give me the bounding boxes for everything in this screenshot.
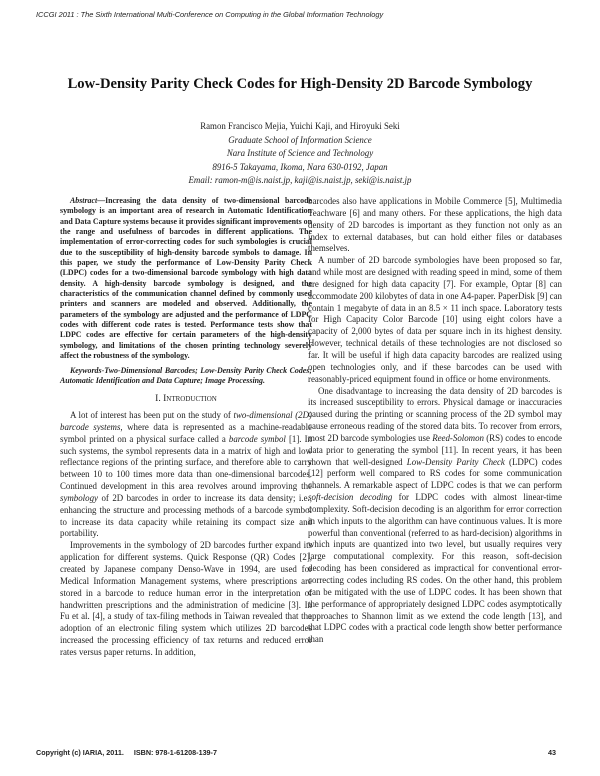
keywords-text: Two-Dimensional Barcodes; Low-Density Parity Check Codes; Automatic Identification and Data Capture; Image Processing. [60,365,312,385]
author-names: Ramon Francisco Mejia, Yuichi Kaji, and Hiroyuki Seki [200,121,400,131]
author-block [0,120,600,188]
emphasis: two-dimensional (2D) barcode systems [60,410,312,432]
text-run: , where data is represented as a machine-readable symbol printed on a physical surface called a [60,421,312,444]
keywords [60,366,312,387]
paragraph [308,386,562,647]
paragraph: A number of 2D barcode symbologies have been proposed so far, and while most are designed with reading speed in mind, some of them are designed for high data capacity [7]. For example, Optar [8] can accommodate 200 kilobytes of data in one A4-paper. PaperDisk [9] can contain 1 megabyte of data in an 8.5 × 11 inch space. Laboratory tests for High Capacity Color Barcode [10] using eight colors have a capacity of 2,000 bytes of data per square inch in its highest density. However, technical details of these technologies are not disclosed so far. It will be useful if high data capacity barcodes are realized using open technologies only, and if these barcodes can be used with reasonably-priced equipment found in office or home environments. [308,255,562,384]
abstract-lead: Abstract [70,196,98,205]
paragraph: Improvements in the symbology of 2D barcodes further expand its application for different systems. Quick Response (QR) Codes [2], created by Japanese company Denso-Wave in 1994, are used for Medical Information Management systems, where prescriptions are stored in a barcode to reduce human error in the interpretation of handwritten prescriptions and the administration of medicine [3]. In Fu et al. [4], a study of tax-filing methods in Taiwan revealed that the adoption of an electronic filing system which utilizes 2D barcodes increased the processing efficiency of tax returns and reduced error rates versus paper returns. In addition, [60,540,312,657]
abstract-text: —Increasing the data density of two-dimensional barcode symbology is an important area of research in Automatic Identification and Data Capture systems because it provides significant improvements on the range and usefulness of barcodes in different applications. The implementation of error-correcting codes for such symbologies is crucial due to the susceptibility of high-density barcode symbols to damage. In this paper, we study the performance of Low-Density Parity Check (LDPC) codes for a two-dimensional barcode symbology with high data density. A high-density barcode symbology is designed, and the characteristics of the communication channel defined by commonly used printers and scanners are modeled and observed. Additionally, the parameters of the symbology are adjusted and the performance of LDPC codes with different code rates is tested. Performance tests show that LDPC codes are effective for certain parameters of the high-density symbology, and limitations of the chosen printing technology severely affect the robustness of the symbology. [60,196,312,361]
footer-copyright: Copyright (c) IARIA, 2011. ISBN: 978-1-61208-139-7 [36,748,217,757]
author-email: Email: ramon-m@is.naist.jp, kaji@is.naist.jp, seki@is.naist.jp [188,175,412,185]
paper-title: Low-Density Parity Check Codes for High-Density 2D Barcode Symbology [67,76,533,92]
author-school: Graduate School of Information Science [228,134,372,145]
text-run: A lot of interest has been put on the study of [70,410,234,421]
text-run: One disadvantage to increasing the data density of 2D barcodes is its increased susceptibility to errors. Physical damage or inaccuracies caused during the printing or scanning process of the 2D symbol may cause erroneous reading of the stored data bits. To recover from errors, most 2D barcode symbologies use [308,385,562,443]
left-column [60,196,312,659]
emphasis: soft-decision decoding [308,492,393,503]
emphasis: barcode symbol [228,433,286,444]
paragraph: barcodes also have applications in Mobile Commerce [5], Multimedia Teachware [6] and many others. For these applications, the high data density of 2D barcodes is important as they function not only as an index to external databases, but can hold either files or databases themselves. [308,196,562,254]
text-run: (RS) codes to encode data prior to generating the symbol [11]. In recent years, it has been shown that well-designed [308,432,562,467]
text-run: (LDPC) codes [12] perform well compared to RS codes for some communication channels. A remarkable aspect of LDPC codes is that we can perform [308,456,562,491]
right-column [308,196,562,646]
abstract [60,196,312,362]
text-run: for LDPC codes with almost linear-time complexity. Soft-decision decoding is an algorithm for error correction in which inputs to the algorithm can have continuous values. It is more powerful than conventional (referred to as hard-decision) algorithms in which inputs are quantized into two level, but usually requires very large computational complexity. For this reason, soft-decision decoding has been considered as impractical for conventional error-correcting codes including RS codes. On the other hand, this problem can be mitigated with the use of LDPC codes. It has been shown that the performance of appropriately designed LDPC codes asymptotically approaches to Shannon limit as we extend the code length [13], and that LDPC codes with a practical code length show better performance than [308,492,562,645]
section-heading-introduction: I. Introduction [155,393,217,405]
emphasis: symbology [60,492,98,503]
page-number: 43 [548,748,556,757]
text-run: of 2D barcodes in order to increase its data density; i.e., enhancing the structure and processing methods of a barcode symbol to increase its data capacity while retaining its compact size and portability. [60,492,312,539]
author-institute: Nara Institute of Science and Technology [226,148,374,158]
emphasis: Low-Density Parity Check [406,456,505,467]
emphasis: Reed-Solomon [432,432,484,443]
author-address: 8916-5 Takayama, Ikoma, Nara 630-0192, Japan [212,161,388,172]
running-header: ICCGI 2011 : The Sixth International Multi-Conference on Computing in the Global Information Technology [36,10,384,19]
keywords-lead: Keywords- [70,365,105,375]
text-run: [1]. In such systems, the symbol represents data in a matrix of high and low reflectance regions of the printing surface, and therefore able to carry between 10 to 100 times more data than one-dimensional barcodes. Continued development in this area revolves around improving the [60,433,312,492]
paragraph [60,410,312,540]
